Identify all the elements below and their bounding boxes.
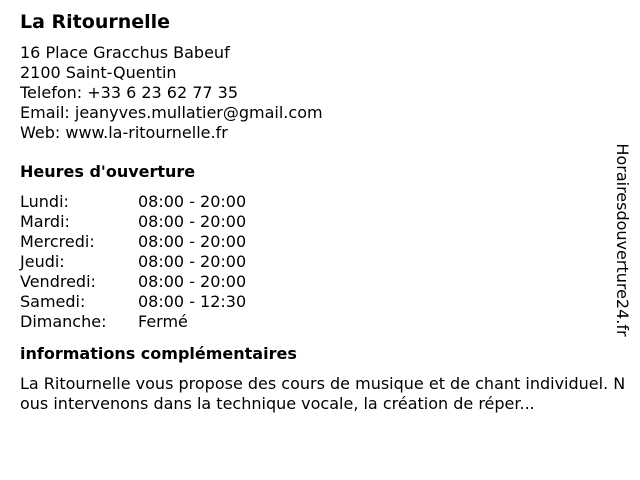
hours-day: Vendredi:: [20, 272, 96, 291]
hours-row-vendredi: [20, 272, 610, 292]
hours-time: 08:00 - 20:00: [138, 192, 247, 211]
business-name: La Ritournelle: [20, 11, 171, 33]
hours-time: 08:00 - 20:00: [138, 212, 247, 231]
address-street: 16 Place Gracchus Babeuf: [20, 43, 230, 62]
email-address: Email: jeanyves.mullatier@gmail.com: [20, 103, 323, 122]
hours-row-jeudi: [20, 252, 610, 272]
hours-time: 08:00 - 12:30: [138, 292, 247, 311]
additional-info-text: La Ritournelle vous propose des cours de musique et de chant individuel. Nous intervenons dans la technique vocale, la création de réper...: [20, 374, 626, 413]
phone-number: Telefon: +33 6 23 62 77 35: [20, 83, 239, 102]
hours-day: Dimanche:: [20, 312, 107, 331]
hours-row-mercredi: [20, 232, 610, 252]
site-watermark: Horairesdouverture24.fr: [613, 143, 632, 337]
hours-time: 08:00 - 20:00: [138, 252, 247, 271]
hours-day: Jeudi:: [20, 252, 65, 271]
address-city: 2100 Saint-Quentin: [20, 63, 177, 82]
contact-block: [20, 43, 610, 143]
hours-time: 08:00 - 20:00: [138, 232, 247, 251]
opening-hours-table: [20, 192, 610, 332]
hours-time: Fermé: [138, 312, 188, 331]
hours-row-lundi: [20, 192, 610, 212]
opening-hours-heading: Heures d'ouverture: [20, 162, 196, 181]
website: Web: www.la-ritournelle.fr: [20, 123, 228, 142]
hours-row-dimanche: [20, 312, 610, 332]
hours-row-samedi: [20, 292, 610, 312]
additional-info-heading: informations complémentaires: [20, 344, 297, 363]
hours-day: Samedi:: [20, 292, 86, 311]
hours-time: 08:00 - 20:00: [138, 272, 247, 291]
hours-row-mardi: [20, 212, 610, 232]
hours-day: Lundi:: [20, 192, 69, 211]
hours-day: Mercredi:: [20, 232, 95, 251]
hours-day: Mardi:: [20, 212, 70, 231]
